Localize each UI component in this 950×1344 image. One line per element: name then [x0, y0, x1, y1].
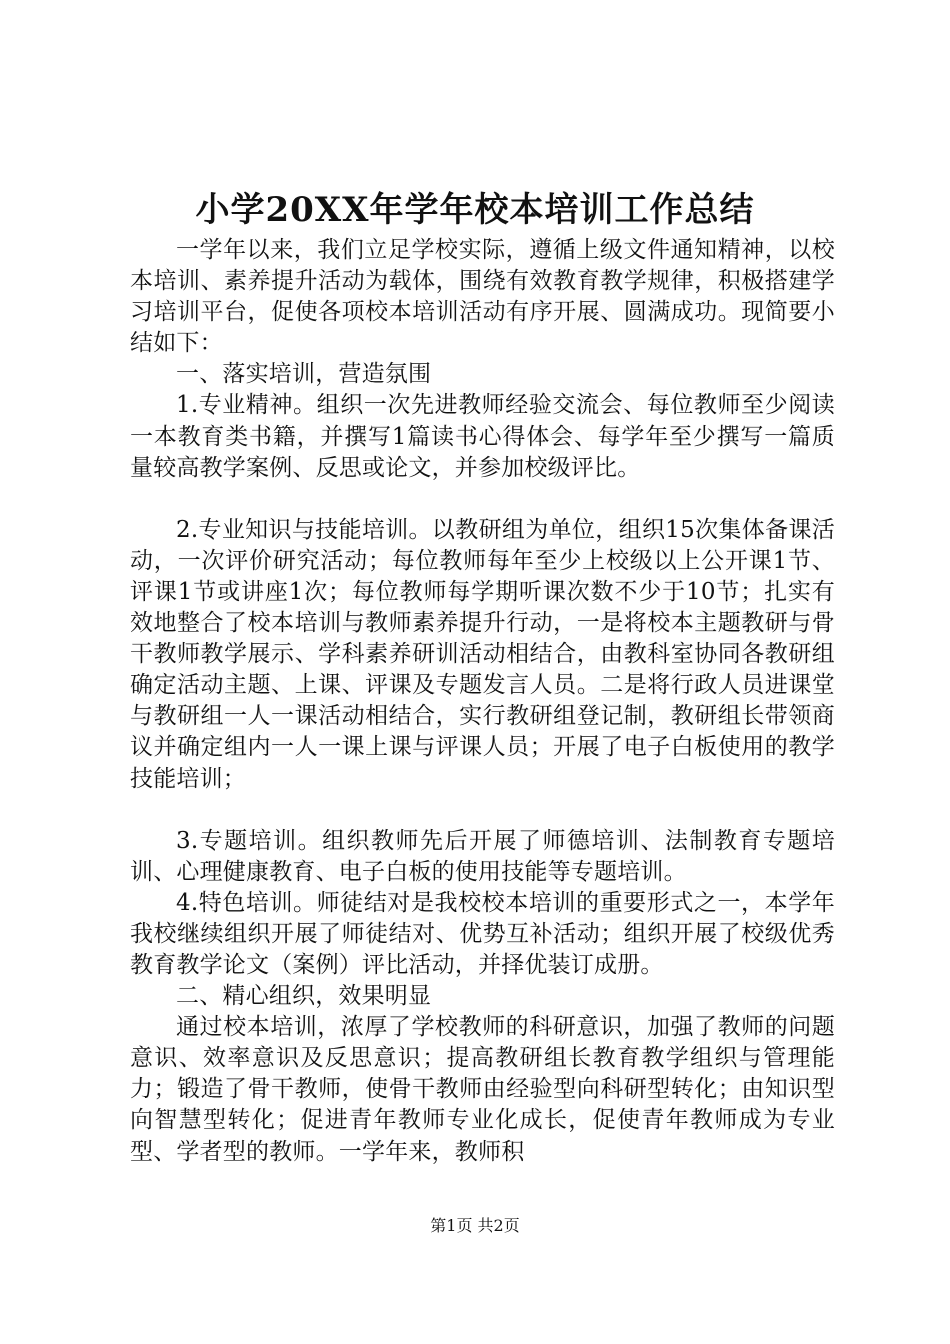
page-footer: 第1页 共2页 — [430, 1216, 520, 1235]
item-featured-training: 4.特色培训。师徒结对是我校校本培训的重要形式之一，本学年我校继续组织开展了师徒结对、优势互补活动；组织开展了校级优秀教育教学论文（案例）评比活动，并择优装订成册。 — [130, 889, 835, 978]
item-professional-spirit: 1.专业精神。组织一次先进教师经验交流会、每位教师至少阅读一本教育类书籍，并撰写1篇读书心得体会、每学年至少撰写一篇质量较高教学案例、反思或论文，并参加校级评比。 — [130, 392, 835, 481]
item-knowledge-skills: 2.专业知识与技能培训。以教研组为单位，组织15次集体备课活动，一次评价研究活动；每位教师每年至少上校级以上公开课1节、评课1节或讲座1次；每位教师每学期听课次数不少于10节；扎实有效地整合了校本培训与教师素养提升行动，一是将校本主题教研与骨干教师教学展示、学科素养研训活动相结合，由教科室协同各教研组确定活动主题、上课、评课及专题发言人员。二是将行政人员进课堂与教研组一人一课活动相结合，实行教研组登记制，教研组长带领商议并确定组内一人一课上课与评课人员；开展了电子白板使用的教学技能培训； — [130, 516, 835, 792]
results-paragraph: 通过校本培训，浓厚了学校教师的科研意识，加强了教师的问题意识、效率意识及反思意识；提高教研组长教育教学组织与管理能力；锻造了骨干教师，使骨干教师由经验型向科研型转化；由知识型向智慧型转化；促进青年教师专业化成长，促使青年教师成为专业型、学者型的教师。一学年来，教师积 — [130, 1014, 835, 1165]
intro-paragraph: 一学年以来，我们立足学校实际，遵循上级文件通知精神，以校本培训、素养提升活动为载体，围绕有效教育教学规律，积极搭建学习培训平台，促使各项校本培训活动有序开展、圆满成功。现简要小结如下： — [130, 237, 835, 357]
section-heading-two: 二、精心组织，效果明显 — [176, 983, 432, 1010]
item-special-training: 3.专题培训。组织教师先后开展了师德培训、法制教育专题培训、心理健康教育、电子白板的使用技能等专题培训。 — [130, 827, 835, 885]
section-heading-one: 一、落实培训，营造氛围 — [176, 361, 432, 388]
document-body — [130, 235, 835, 1168]
document-title: 小学20XX年学年校本培训工作总结 — [195, 190, 755, 230]
